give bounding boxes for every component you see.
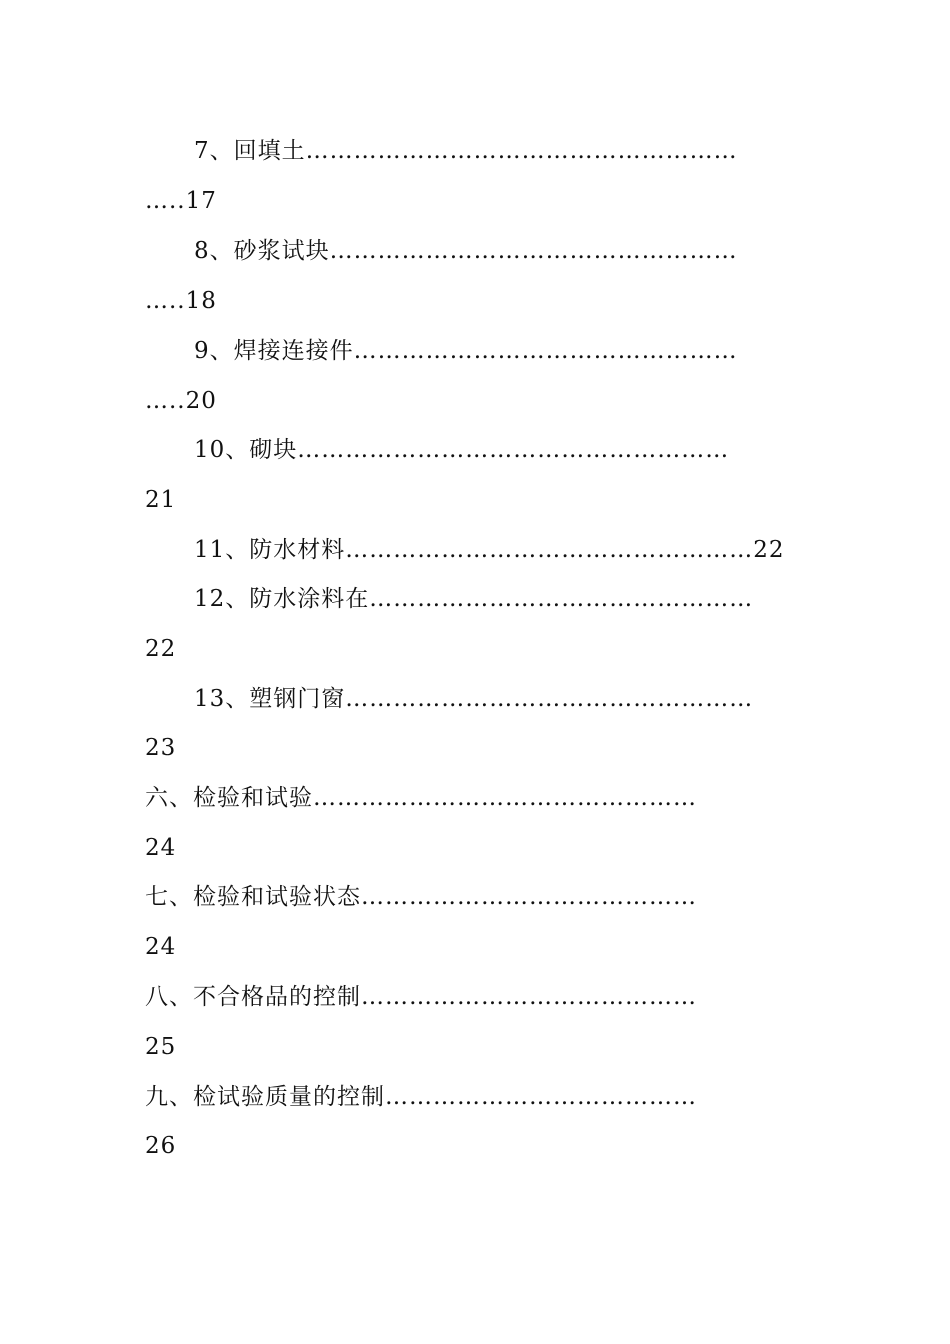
toc-page-number: 22 — [145, 636, 177, 662]
toc-entry: 13、塑钢门窗…………………………………………… — [194, 686, 754, 712]
toc-entry: 七、检验和试验状态…………………………………… — [145, 884, 697, 910]
toc-page-number: 24 — [145, 835, 177, 861]
toc-entry: 八、不合格品的控制…………………………………… — [145, 984, 697, 1010]
toc-entry: 六、检验和试验………………………………………… — [145, 785, 697, 811]
toc-page-number: 21 — [145, 487, 177, 513]
toc-page-number: …..18 — [145, 288, 217, 314]
toc-page-number: 25 — [145, 1034, 177, 1060]
toc-page-number: …..17 — [145, 188, 217, 214]
toc-entry: 10、砌块……………………………………………… — [194, 437, 730, 463]
toc-page-number: …..20 — [145, 388, 217, 414]
toc-entry: 9、焊接连接件………………………………………… — [194, 338, 738, 364]
toc-entry: 11、防水材料……………………………………………22 — [194, 537, 785, 563]
toc-entry: 九、检试验质量的控制………………………………… — [145, 1084, 697, 1110]
toc-page-number: 23 — [145, 735, 177, 761]
toc-page-number: 24 — [145, 934, 177, 960]
toc-page-number: 26 — [145, 1133, 177, 1159]
toc-entry: 12、防水涂料在………………………………………… — [194, 586, 754, 612]
toc-entry: 8、砂浆试块…………………………………………… — [194, 238, 738, 264]
toc-entry: 7、回填土……………………………………………… — [194, 138, 738, 164]
